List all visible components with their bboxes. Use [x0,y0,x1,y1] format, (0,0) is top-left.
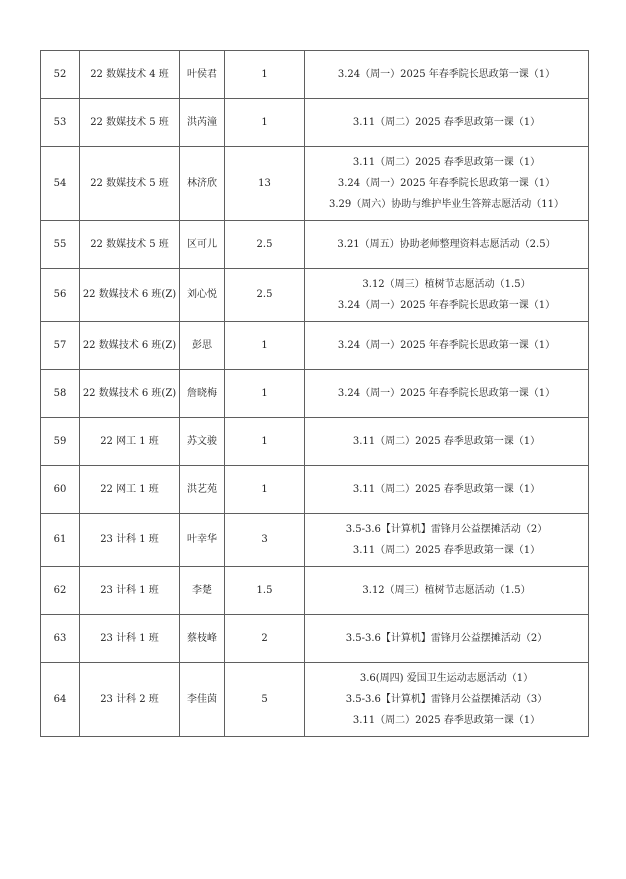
class-name-cell: 22 数媒技术 6 班(Z) [80,269,180,322]
student-name-cell: 蔡枝峰 [180,615,225,663]
row-number-cell: 60 [41,466,80,514]
table-row [41,99,588,147]
activities-cell [305,567,588,615]
table-row [41,615,588,663]
hours-cell: 1 [225,370,305,418]
activities-cell [305,663,588,736]
activities-cell [305,221,588,269]
student-name-cell: 叶侯君 [180,51,225,99]
activity-line: 3.24（周一）2025 年春季院长思政第一课（1） [337,178,556,189]
student-name-cell: 詹晓梅 [180,370,225,418]
student-name-cell: 叶幸华 [180,514,225,567]
activity-line: 3.6(周四) 爱国卫生运动志愿活动（1） [359,673,534,684]
volunteer-hours-table [40,50,589,737]
student-name-cell: 刘心悦 [180,269,225,322]
activity-line: 3.5-3.6【计算机】雷锋月公益摆摊活动（3） [345,694,548,705]
row-number-cell: 59 [41,418,80,466]
class-name-cell: 23 计科 1 班 [80,567,180,615]
activity-line: 3.5-3.6【计算机】雷锋月公益摆摊活动（2） [345,524,548,535]
activity-line: 3.11（周二）2025 春季思政第一课（1） [352,545,541,556]
student-name-cell: 苏文骏 [180,418,225,466]
class-name-cell: 22 网工 1 班 [80,466,180,514]
row-number-cell: 54 [41,147,80,221]
row-number-cell: 56 [41,269,80,322]
activities-cell [305,615,588,663]
hours-cell: 1.5 [225,567,305,615]
activity-line: 3.21（周五）协助老师整理资料志愿活动（2.5） [337,239,556,250]
table-row [41,147,588,221]
activities-cell [305,99,588,147]
student-name-cell: 区可儿 [180,221,225,269]
row-number-cell: 63 [41,615,80,663]
row-number-cell: 64 [41,663,80,736]
row-number-cell: 58 [41,370,80,418]
class-name-cell: 22 数媒技术 5 班 [80,99,180,147]
hours-cell: 5 [225,663,305,736]
class-name-cell: 22 数媒技术 6 班(Z) [80,322,180,370]
hours-cell: 2.5 [225,221,305,269]
activity-line: 3.11（周二）2025 春季思政第一课（1） [352,484,541,495]
student-name-cell: 彭思 [180,322,225,370]
hours-cell: 1 [225,322,305,370]
row-number-cell: 62 [41,567,80,615]
class-name-cell: 23 计科 2 班 [80,663,180,736]
hours-cell: 1 [225,418,305,466]
student-name-cell: 洪芮潼 [180,99,225,147]
class-name-cell: 22 数媒技术 4 班 [80,51,180,99]
activity-line: 3.24（周一）2025 年春季院长思政第一课（1） [337,340,556,351]
row-number-cell: 61 [41,514,80,567]
row-number-cell: 57 [41,322,80,370]
hours-cell: 3 [225,514,305,567]
activities-cell [305,269,588,322]
hours-cell: 1 [225,99,305,147]
row-number-cell: 55 [41,221,80,269]
hours-cell: 2.5 [225,269,305,322]
activity-line: 3.12（周三）植树节志愿活动（1.5） [362,585,531,596]
student-name-cell: 洪艺苑 [180,466,225,514]
student-name-cell: 林济欣 [180,147,225,221]
activities-cell [305,466,588,514]
class-name-cell: 22 网工 1 班 [80,418,180,466]
activity-line: 3.24（周一）2025 年春季院长思政第一课（1） [337,388,556,399]
table-row [41,567,588,615]
hours-cell: 1 [225,51,305,99]
table-row [41,466,588,514]
class-name-cell: 23 计科 1 班 [80,615,180,663]
class-name-cell: 22 数媒技术 5 班 [80,147,180,221]
hours-cell: 13 [225,147,305,221]
row-number-cell: 53 [41,99,80,147]
row-number-cell: 52 [41,51,80,99]
table-row [41,51,588,99]
activities-cell [305,322,588,370]
class-name-cell: 23 计科 1 班 [80,514,180,567]
student-name-cell: 李楚 [180,567,225,615]
activity-line: 3.11（周二）2025 春季思政第一课（1） [352,117,541,128]
activity-line: 3.11（周二）2025 春季思政第一课（1） [352,157,541,168]
hours-cell: 1 [225,466,305,514]
table-row [41,269,588,322]
activity-line: 3.5-3.6【计算机】雷锋月公益摆摊活动（2） [345,633,548,644]
activity-line: 3.24（周一）2025 年春季院长思政第一课（1） [337,300,556,311]
activities-cell [305,514,588,567]
activity-line: 3.12（周三）植树节志愿活动（1.5） [362,279,531,290]
table-row [41,370,588,418]
activity-line: 3.11（周二）2025 春季思政第一课（1） [352,715,541,726]
table-row [41,514,588,567]
student-name-cell: 李佳茵 [180,663,225,736]
activity-line: 3.29（周六）协助与维护毕业生答辩志愿活动（11） [329,199,564,210]
class-name-cell: 22 数媒技术 6 班(Z) [80,370,180,418]
hours-cell: 2 [225,615,305,663]
class-name-cell: 22 数媒技术 5 班 [80,221,180,269]
table-row [41,663,588,736]
activities-cell [305,370,588,418]
activity-line: 3.11（周二）2025 春季思政第一课（1） [352,436,541,447]
activities-cell [305,147,588,221]
activity-line: 3.24（周一）2025 年春季院长思政第一课（1） [337,69,556,80]
activities-cell [305,51,588,99]
table-row [41,322,588,370]
table-row [41,221,588,269]
table-row [41,418,588,466]
activities-cell [305,418,588,466]
